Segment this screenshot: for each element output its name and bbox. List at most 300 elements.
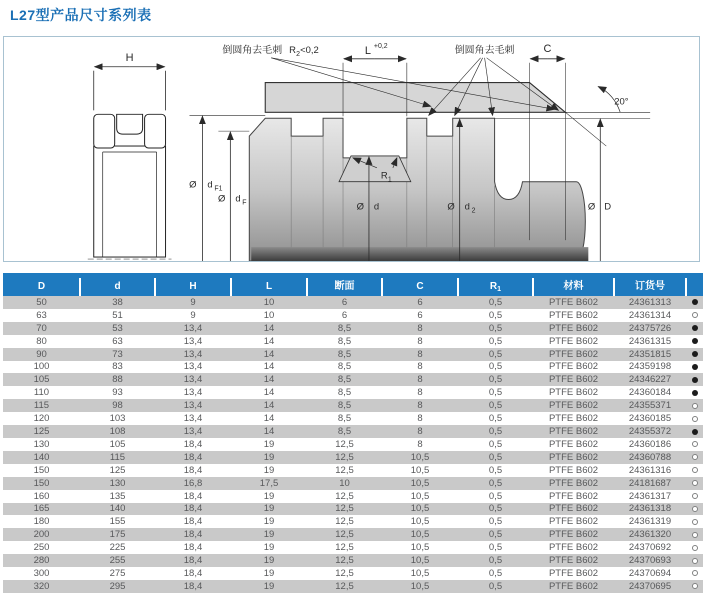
cell: 24370694 bbox=[628, 567, 672, 579]
cell: 0,5 bbox=[488, 503, 503, 515]
filled-dot-icon bbox=[692, 364, 698, 370]
cell: 0,5 bbox=[488, 309, 503, 321]
availability-cell bbox=[686, 528, 703, 541]
table-row bbox=[3, 503, 703, 516]
label-d2-dia: Ø bbox=[447, 201, 455, 213]
cell: 12,5 bbox=[335, 555, 354, 567]
cell: 140 bbox=[109, 503, 126, 515]
label-df-sub: F bbox=[242, 199, 247, 207]
cell: 24360186 bbox=[628, 438, 672, 450]
availability-cell bbox=[686, 438, 703, 451]
cell: 63 bbox=[36, 309, 47, 321]
cell: 0,5 bbox=[488, 348, 503, 360]
open-dot-icon bbox=[692, 403, 698, 409]
cell: 0,5 bbox=[488, 464, 503, 476]
cell: 0,5 bbox=[488, 477, 503, 489]
cell: 19 bbox=[263, 438, 275, 450]
availability-cell bbox=[686, 541, 703, 554]
open-dot-icon bbox=[692, 532, 698, 538]
table-row bbox=[3, 477, 703, 490]
cell: 18,4 bbox=[183, 555, 203, 567]
cell: 6 bbox=[341, 296, 348, 308]
label-r2: R bbox=[289, 44, 297, 56]
cell: 160 bbox=[33, 490, 50, 502]
cell: 10,5 bbox=[410, 516, 430, 528]
label-df-dia: Ø bbox=[217, 193, 226, 205]
cell: 10,5 bbox=[410, 567, 430, 579]
cell: 9 bbox=[190, 296, 196, 308]
cell: 12,5 bbox=[335, 464, 354, 476]
cell: 13,4 bbox=[183, 322, 203, 334]
table-row bbox=[3, 554, 703, 567]
availability-cell bbox=[686, 425, 703, 438]
table-row bbox=[3, 567, 703, 580]
label-deburr-right: 倒圆角去毛刺 bbox=[454, 44, 515, 56]
cell: 10,5 bbox=[410, 555, 430, 567]
table-row bbox=[3, 309, 703, 322]
column-header-D: D bbox=[37, 281, 46, 292]
label-df: d bbox=[235, 193, 241, 205]
cell: 0,5 bbox=[488, 426, 503, 438]
cell: 13,4 bbox=[183, 348, 203, 360]
cell: 150 bbox=[33, 477, 50, 489]
cell: 225 bbox=[109, 542, 126, 554]
table-row bbox=[3, 399, 703, 412]
cell: 155 bbox=[109, 516, 126, 528]
cell: 250 bbox=[33, 542, 50, 554]
label-r2-value: <0,2 bbox=[300, 44, 319, 56]
technical-drawing-panel bbox=[3, 36, 700, 262]
cell: 10 bbox=[263, 309, 275, 321]
cell: 10,5 bbox=[410, 464, 430, 476]
availability-cell bbox=[686, 464, 703, 477]
label-r2-sub: 2 bbox=[296, 50, 301, 58]
label-bigd: D bbox=[604, 201, 612, 213]
cell: 320 bbox=[33, 580, 50, 592]
cell: 18,4 bbox=[183, 516, 203, 528]
cell: PTFE B602 bbox=[548, 464, 599, 476]
cell: 135 bbox=[109, 490, 126, 502]
cell: 24360788 bbox=[628, 451, 672, 463]
table-row bbox=[3, 296, 703, 309]
cell: PTFE B602 bbox=[548, 413, 599, 425]
cell: PTFE B602 bbox=[548, 516, 599, 528]
cell: 8,5 bbox=[337, 322, 352, 334]
cell: 14 bbox=[263, 413, 275, 425]
cell: 110 bbox=[33, 387, 50, 399]
cell: 24361315 bbox=[628, 335, 672, 347]
cell: 0,5 bbox=[488, 387, 503, 399]
cell: PTFE B602 bbox=[548, 580, 599, 592]
cell: 8 bbox=[417, 438, 423, 450]
cell: 14 bbox=[263, 400, 275, 412]
cell: 18,4 bbox=[183, 580, 203, 592]
cell: 0,5 bbox=[488, 413, 503, 425]
cell: 9 bbox=[190, 309, 196, 321]
cell: 0,5 bbox=[488, 580, 503, 592]
cell: 19 bbox=[263, 464, 275, 476]
cell: 0,5 bbox=[488, 451, 503, 463]
open-dot-icon bbox=[692, 570, 698, 576]
cell: 13,4 bbox=[183, 426, 203, 438]
cell: 53 bbox=[112, 322, 123, 334]
cell: 108 bbox=[109, 426, 126, 438]
cell: 19 bbox=[263, 451, 275, 463]
cell: 12,5 bbox=[335, 567, 354, 579]
cell: PTFE B602 bbox=[548, 309, 599, 321]
label-df1-dia: Ø bbox=[189, 179, 197, 191]
cell: 8 bbox=[417, 426, 423, 438]
cell: 200 bbox=[33, 529, 50, 541]
cell: 13,4 bbox=[183, 335, 203, 347]
availability-cell bbox=[686, 335, 703, 348]
open-dot-icon bbox=[692, 519, 698, 525]
cell: 14 bbox=[263, 387, 275, 399]
h-dimension bbox=[94, 67, 166, 111]
column-header-L: L bbox=[231, 273, 307, 296]
cell: 24361313 bbox=[628, 296, 672, 308]
table-row bbox=[3, 541, 703, 554]
cell: 10 bbox=[263, 296, 275, 308]
cell: 0,5 bbox=[488, 322, 503, 334]
table-row bbox=[3, 528, 703, 541]
cell: 8 bbox=[417, 413, 423, 425]
cell: 8 bbox=[417, 322, 423, 334]
cell: 24355372 bbox=[628, 426, 672, 438]
availability-cell bbox=[686, 386, 703, 399]
cell: 275 bbox=[109, 567, 126, 579]
availability-cell bbox=[686, 309, 703, 322]
cell: 8,5 bbox=[337, 348, 352, 360]
availability-cell bbox=[686, 580, 703, 593]
cell: 24355371 bbox=[628, 400, 672, 412]
cell: 24361319 bbox=[628, 516, 672, 528]
label-h-dim: H bbox=[125, 51, 134, 64]
cell: 10,5 bbox=[410, 451, 430, 463]
table-row bbox=[3, 464, 703, 477]
cell: 19 bbox=[263, 555, 275, 567]
table-row bbox=[3, 451, 703, 464]
availability-cell bbox=[686, 554, 703, 567]
cell: 98 bbox=[112, 400, 123, 412]
cell: 0,5 bbox=[488, 516, 503, 528]
cell: 24370695 bbox=[628, 580, 672, 592]
cell: 105 bbox=[33, 374, 50, 386]
column-header-材料: 材料 bbox=[533, 273, 614, 296]
column-header-H: H bbox=[155, 273, 231, 296]
table-row bbox=[3, 335, 703, 348]
cell: PTFE B602 bbox=[548, 555, 599, 567]
cell: 38 bbox=[112, 296, 123, 308]
cell: 0,5 bbox=[488, 438, 503, 450]
cell: 24360185 bbox=[628, 413, 672, 425]
label-angle: 20° bbox=[614, 96, 629, 108]
label-d2: d bbox=[464, 201, 470, 213]
table-row bbox=[3, 438, 703, 451]
cell: PTFE B602 bbox=[548, 374, 599, 386]
cell: 17,5 bbox=[259, 477, 279, 489]
cell: PTFE B602 bbox=[548, 400, 599, 412]
cell: 10,5 bbox=[410, 542, 430, 554]
cell: 125 bbox=[109, 464, 126, 476]
cell: 175 bbox=[109, 529, 126, 541]
cell: 19 bbox=[263, 529, 275, 541]
cell: 13,4 bbox=[183, 361, 203, 373]
cell: 0,5 bbox=[488, 567, 503, 579]
open-dot-icon bbox=[692, 558, 698, 564]
availability-cell bbox=[686, 567, 703, 580]
cell: 13,4 bbox=[183, 374, 203, 386]
dimension-table-header bbox=[3, 273, 703, 296]
cell: 300 bbox=[33, 567, 50, 579]
cell: 24361320 bbox=[628, 529, 672, 541]
cell: 100 bbox=[33, 361, 50, 373]
cell: 16,8 bbox=[183, 477, 203, 489]
rod-shape bbox=[249, 118, 585, 261]
cell: 24361317 bbox=[628, 490, 672, 502]
column-header-C: C bbox=[382, 273, 458, 296]
cell: PTFE B602 bbox=[548, 387, 599, 399]
cell: 140 bbox=[33, 451, 50, 463]
table-row bbox=[3, 373, 703, 386]
cell: 24361316 bbox=[628, 464, 672, 476]
filled-dot-icon bbox=[692, 351, 698, 357]
open-dot-icon bbox=[692, 416, 698, 422]
cell: 19 bbox=[263, 580, 275, 592]
cell: 14 bbox=[263, 322, 275, 334]
technical-drawing bbox=[4, 37, 699, 261]
filled-dot-icon bbox=[692, 429, 698, 435]
cell: 18,4 bbox=[183, 490, 203, 502]
cell: 10,5 bbox=[410, 529, 430, 541]
filled-dot-icon bbox=[692, 377, 698, 383]
cell: 13,4 bbox=[183, 400, 203, 412]
filled-dot-icon bbox=[692, 325, 698, 331]
cell: 8,5 bbox=[337, 400, 352, 412]
label-l-tolerance: +0,2 bbox=[373, 42, 388, 50]
cell: 8 bbox=[417, 361, 423, 373]
cell: 18,4 bbox=[183, 438, 203, 450]
angle-annotation bbox=[529, 83, 650, 146]
cell: 255 bbox=[109, 555, 126, 567]
cell: 8 bbox=[417, 374, 423, 386]
label-df1-sub: F1 bbox=[214, 185, 223, 193]
open-dot-icon bbox=[692, 454, 698, 460]
cell: 18,4 bbox=[183, 464, 203, 476]
cell: 24346227 bbox=[628, 374, 672, 386]
cell: 150 bbox=[33, 464, 50, 476]
table-row bbox=[3, 580, 703, 593]
cell: 24181687 bbox=[628, 477, 672, 489]
filled-dot-icon bbox=[692, 338, 698, 344]
availability-cell bbox=[686, 503, 703, 516]
dimension-table-body bbox=[3, 296, 703, 593]
cell: 0,5 bbox=[488, 529, 503, 541]
cell: 0,5 bbox=[488, 374, 503, 386]
cell: 18,4 bbox=[183, 451, 203, 463]
label-df1: d bbox=[207, 179, 213, 191]
availability-cell bbox=[686, 490, 703, 503]
cell: 12,5 bbox=[335, 503, 354, 515]
open-dot-icon bbox=[692, 506, 698, 512]
label-deburr-left: 倒圆角去毛刺 bbox=[222, 44, 283, 56]
cell: 0,5 bbox=[488, 555, 503, 567]
cell: 280 bbox=[33, 555, 50, 567]
cell: 8,5 bbox=[337, 374, 352, 386]
availability-cell bbox=[686, 361, 703, 374]
cell: 18,4 bbox=[183, 542, 203, 554]
cell: 0,5 bbox=[488, 542, 503, 554]
cell: 12,5 bbox=[335, 529, 354, 541]
cell: 8,5 bbox=[337, 335, 352, 347]
availability-cell bbox=[686, 515, 703, 528]
cell: 8,5 bbox=[337, 387, 352, 399]
label-l-dim: L bbox=[364, 44, 372, 57]
seal-cross-section bbox=[94, 114, 166, 257]
cell: 165 bbox=[33, 503, 50, 515]
table-row bbox=[3, 322, 703, 335]
cell: 24361314 bbox=[628, 309, 672, 321]
dimension-table bbox=[3, 273, 703, 593]
cell: PTFE B602 bbox=[548, 567, 599, 579]
cell: 14 bbox=[263, 426, 275, 438]
table-row bbox=[3, 386, 703, 399]
cell: 18,4 bbox=[183, 503, 203, 515]
cell: 8 bbox=[417, 348, 423, 360]
cell: 0,5 bbox=[488, 490, 503, 502]
cell: 18,4 bbox=[183, 567, 203, 579]
availability-cell bbox=[686, 348, 703, 361]
cell: PTFE B602 bbox=[548, 438, 599, 450]
cell: 90 bbox=[36, 348, 47, 360]
cell: 24351815 bbox=[628, 348, 672, 360]
open-dot-icon bbox=[692, 545, 698, 551]
cell: 115 bbox=[33, 400, 50, 412]
cell: 24360184 bbox=[628, 387, 672, 399]
cell: 24370693 bbox=[628, 555, 672, 567]
cell: 93 bbox=[112, 387, 123, 399]
cell: 12,5 bbox=[335, 451, 354, 463]
table-row bbox=[3, 490, 703, 503]
cell: 88 bbox=[112, 374, 123, 386]
cell: PTFE B602 bbox=[548, 322, 599, 334]
cell: 12,5 bbox=[335, 542, 354, 554]
cell: 8,5 bbox=[337, 413, 352, 425]
cell: PTFE B602 bbox=[548, 477, 599, 489]
cell: 8 bbox=[417, 387, 423, 399]
label-c-dim: C bbox=[543, 42, 552, 55]
cell: 12,5 bbox=[335, 580, 354, 592]
cell: 0,5 bbox=[488, 296, 503, 308]
open-dot-icon bbox=[692, 312, 698, 318]
cell: 0,5 bbox=[488, 400, 503, 412]
filled-dot-icon bbox=[692, 299, 698, 305]
cell: 63 bbox=[112, 335, 123, 347]
availability-cell bbox=[686, 477, 703, 490]
open-dot-icon bbox=[692, 583, 698, 589]
open-dot-icon bbox=[692, 467, 698, 473]
gland-plate-shape bbox=[265, 83, 565, 113]
cell: 125 bbox=[33, 426, 50, 438]
cell: 19 bbox=[263, 490, 275, 502]
cell: 103 bbox=[109, 413, 126, 425]
cell: 0,5 bbox=[488, 335, 503, 347]
label-r1-sub: 1 bbox=[387, 176, 392, 184]
open-dot-icon bbox=[692, 480, 698, 486]
label-d: d bbox=[373, 201, 380, 213]
availability-cell bbox=[686, 451, 703, 464]
open-dot-icon bbox=[692, 441, 698, 447]
table-row bbox=[3, 515, 703, 528]
cell: PTFE B602 bbox=[548, 503, 599, 515]
cell: PTFE B602 bbox=[548, 361, 599, 373]
cell: 83 bbox=[112, 361, 123, 373]
cell: 13,4 bbox=[183, 387, 203, 399]
label-r1: R bbox=[380, 170, 388, 182]
cell: 6 bbox=[417, 296, 423, 308]
cell: 8,5 bbox=[337, 426, 352, 438]
cell: 6 bbox=[417, 309, 423, 321]
cell: 12,5 bbox=[335, 490, 354, 502]
rod-shadow-band bbox=[251, 247, 588, 261]
cell: 10,5 bbox=[410, 580, 430, 592]
cell: 8,5 bbox=[337, 361, 352, 373]
cell: 14 bbox=[263, 348, 275, 360]
cell: 18,4 bbox=[183, 529, 203, 541]
cell: 13,4 bbox=[183, 413, 203, 425]
cell: 24359198 bbox=[628, 361, 672, 373]
cell: 105 bbox=[109, 438, 126, 450]
cell: 0,5 bbox=[488, 361, 503, 373]
table-row bbox=[3, 412, 703, 425]
cell: PTFE B602 bbox=[548, 348, 599, 360]
availability-cell bbox=[686, 399, 703, 412]
cell: 50 bbox=[36, 296, 47, 308]
cell: PTFE B602 bbox=[548, 426, 599, 438]
column-header-R1: R 1 bbox=[458, 273, 533, 296]
cell: PTFE B602 bbox=[548, 296, 599, 308]
cell: 19 bbox=[263, 516, 275, 528]
cell: PTFE B602 bbox=[548, 542, 599, 554]
open-dot-icon bbox=[692, 493, 698, 499]
cell: 14 bbox=[263, 335, 275, 347]
cell: 19 bbox=[263, 567, 275, 579]
cell: 8 bbox=[417, 400, 423, 412]
cell: 10,5 bbox=[410, 477, 430, 489]
availability-cell bbox=[686, 322, 703, 335]
table-row bbox=[3, 425, 703, 438]
cell: 19 bbox=[263, 503, 275, 515]
cell: 73 bbox=[112, 348, 123, 360]
availability-cell bbox=[686, 373, 703, 386]
cell: 10,5 bbox=[410, 503, 430, 515]
label-d-dia: Ø bbox=[356, 201, 364, 213]
cell: 24361318 bbox=[628, 503, 672, 515]
column-header-d: d bbox=[80, 273, 155, 296]
label-d2-sub: 2 bbox=[471, 207, 476, 215]
cell: 51 bbox=[112, 309, 123, 321]
cell: 6 bbox=[341, 309, 348, 321]
column-header-订货号: 订货号 bbox=[614, 273, 686, 296]
cell: 10 bbox=[339, 477, 350, 489]
cell: 19 bbox=[263, 542, 275, 554]
cell: PTFE B602 bbox=[548, 335, 599, 347]
table-row bbox=[3, 361, 703, 374]
table-row bbox=[3, 348, 703, 361]
cell: 295 bbox=[109, 580, 126, 592]
cell: 24370692 bbox=[628, 542, 672, 554]
cell: PTFE B602 bbox=[548, 451, 599, 463]
